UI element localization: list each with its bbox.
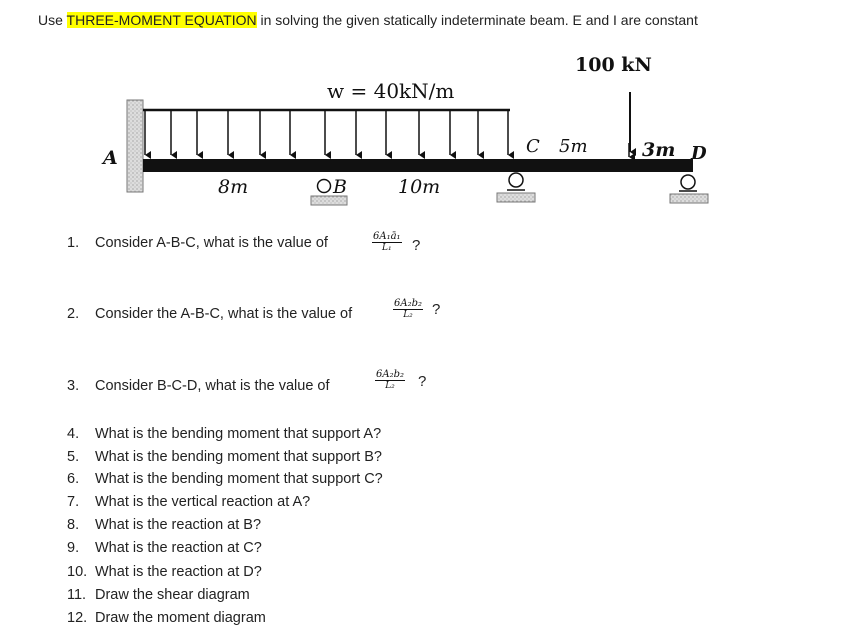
question-10: 10. What is the reaction at D? <box>67 564 262 580</box>
question-12: 12. Draw the moment diagram <box>67 610 266 626</box>
span-load-d-label: 3m <box>642 139 676 161</box>
span-c-load-label: 5m <box>559 136 588 157</box>
question-1-mark: ? <box>412 237 421 254</box>
intro-before: Use <box>38 12 67 28</box>
question-2-mark: ? <box>432 301 441 318</box>
fixed-support-a <box>127 100 143 192</box>
span-ab-label: 8m <box>218 176 249 198</box>
question-8: 8. What is the reaction at B? <box>67 517 262 533</box>
label-d: D <box>691 143 707 164</box>
question-1: 1. Consider A-B-C, what is the value of <box>67 235 328 251</box>
question-11: 11. Draw the shear diagram <box>67 587 250 603</box>
distributed-load-label: w = 40kN/m <box>327 79 455 103</box>
span-bc-label: 10m <box>398 176 441 198</box>
distributed-load-arrows <box>145 110 508 155</box>
point-load-label: 100 kN <box>575 54 652 76</box>
intro-after: in solving the given statically indeterminate beam. E and I are constant <box>256 12 698 28</box>
question-7: 7. What is the vertical reaction at A? <box>67 494 311 510</box>
question-9: 9. What is the reaction at C? <box>67 540 262 556</box>
question-4: 4. What is the bending moment that support A? <box>67 426 382 442</box>
support-d <box>670 175 708 203</box>
question-6: 6. What is the bending moment that support C? <box>67 471 383 487</box>
question-3-mark: ? <box>418 373 427 390</box>
question-2-fraction: $\frac{\text{6A₂b₂}}{\text{L₂}}$ <box>394 298 423 320</box>
question-1-fraction: $\frac{\text{6A₁ā₁}}{\text{L₁}}$ <box>373 231 401 253</box>
beam <box>143 159 693 172</box>
question-5: 5. What is the bending moment that support B? <box>67 449 382 465</box>
label-b: B <box>333 176 347 198</box>
support-c <box>497 173 535 202</box>
method-highlight: THREE-MOMENT EQUATION <box>66 12 257 28</box>
question-3-fraction: $\frac{\text{6A₂b₂}}{\text{L₂}}$ <box>376 369 405 391</box>
label-c: C <box>526 136 540 157</box>
label-a: A <box>103 147 118 169</box>
question-2: 2. Consider the A-B-C, what is the value of <box>67 306 353 322</box>
question-3: 3. Consider B-C-D, what is the value of <box>67 378 330 394</box>
